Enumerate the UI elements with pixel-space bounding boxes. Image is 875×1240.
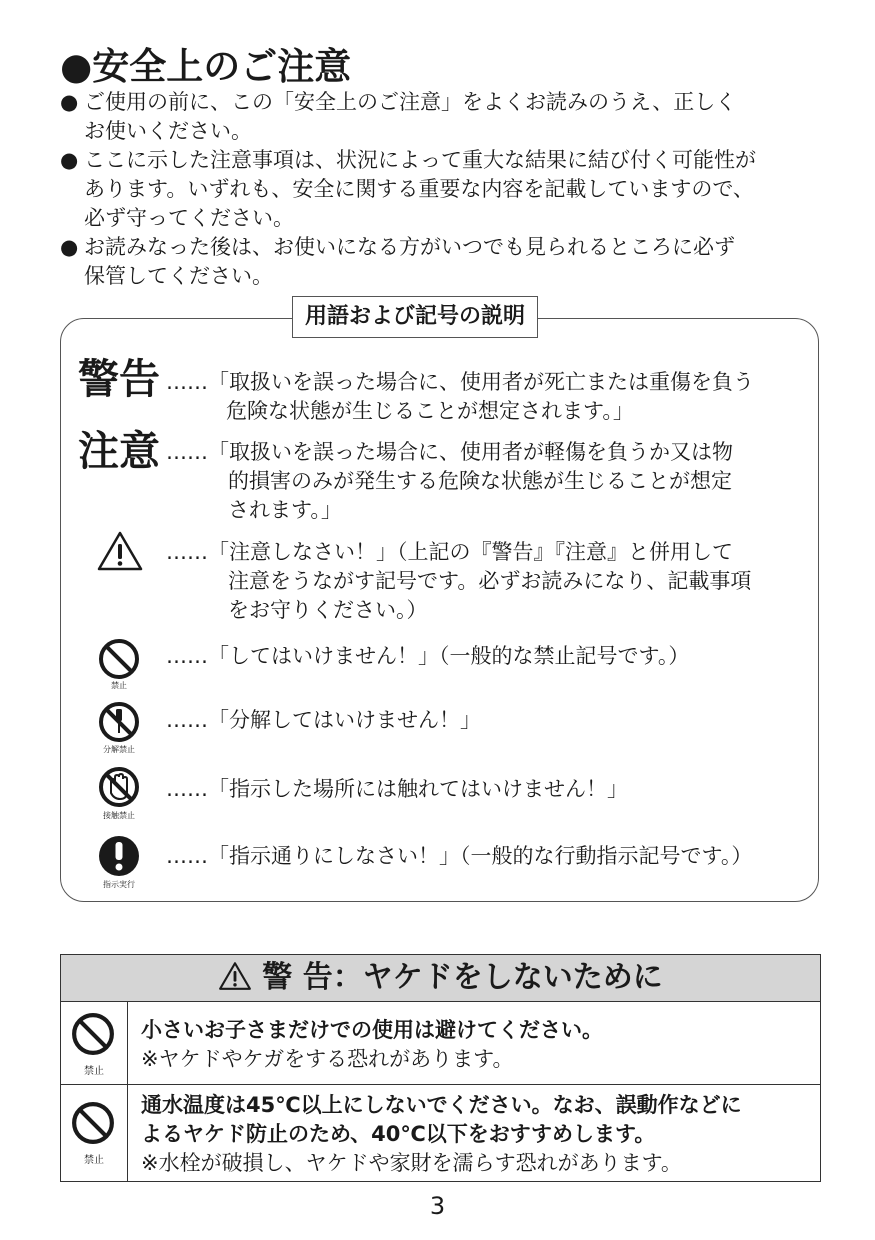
warning-row-text	[141, 1091, 742, 1178]
desc-line: ……「取扱いを誤った場合に、使用者が死亡または重傷を負う	[166, 370, 754, 394]
instruction-caption: 指示実行	[103, 880, 135, 889]
desc-line: ……「注意しなさい！」（上記の『警告』『注意』と併用して	[166, 540, 733, 564]
intro-item	[60, 233, 840, 291]
caution-desc	[166, 438, 733, 525]
warning-bold-line: 小さいお子さまだけでの使用は避けてください。	[141, 1018, 603, 1042]
prohibit-caption: 禁止	[84, 1066, 104, 1077]
no-touch-icon	[98, 766, 140, 808]
no-touch-desc: ……「指示した場所には触れてはいけません！」	[166, 777, 628, 801]
prohibit-caption: 禁止	[111, 681, 127, 690]
warning-bold-line: よるヤケド防止のため、40℃以下をおすすめします。	[141, 1122, 656, 1146]
icon-cell	[61, 1085, 128, 1181]
desc-line: 的損害のみが発生する危険な状態が生じることが想定	[228, 469, 732, 493]
warning-row-text	[141, 1016, 603, 1074]
intro-line: 必ず守ってください。	[84, 206, 294, 230]
desc-line: をお守りください。）	[228, 598, 428, 622]
prohibit-icon	[71, 1101, 115, 1145]
warning-term: 警告	[78, 355, 160, 403]
desc-line: 注意をうながす記号です。必ずお読みになり、記載事項	[228, 569, 752, 593]
instruction-desc: ……「指示通りにしなさい！」（一般的な行動指示記号です。）	[166, 844, 753, 868]
warning-box-heading: 警 告：ヤケドをしないために	[262, 960, 663, 995]
no-touch-caption: 接触禁止	[103, 811, 135, 820]
warning-desc	[166, 368, 754, 426]
warning-note: ※ヤケドやケガをする恐れがあります。	[141, 1047, 514, 1071]
intro-line: 保管してください。	[84, 264, 273, 288]
instruction-icon	[98, 835, 140, 877]
icon-cell	[61, 1002, 128, 1084]
warning-triangle-icon	[218, 961, 252, 991]
warning-bold-line: 通水温度は45℃以上にしないでください。なお、誤動作などに	[141, 1093, 742, 1117]
desc-line: されます。」	[228, 498, 342, 522]
intro-line: お使いください。	[84, 119, 252, 143]
attention-desc	[166, 538, 751, 625]
warning-box	[60, 954, 821, 1182]
desc-line: 危険な状態が生じることが想定されます。」	[226, 399, 634, 423]
caution-term: 注意	[78, 427, 160, 475]
bullet: ●	[60, 90, 79, 114]
intro-line: あります。いずれも、安全に関する重要な内容を記載していますので、	[84, 177, 754, 201]
prohibit-desc: ……「してはいけません！」（一般的な禁止記号です。）	[166, 644, 690, 668]
intro-line: ここに示した注意事項は、状況によって重大な結果に結び付く可能性が	[84, 148, 756, 172]
prohibit-caption: 禁止	[84, 1155, 104, 1166]
bullet: ●	[60, 235, 79, 259]
no-disassemble-caption: 分解禁止	[103, 745, 135, 754]
intro-line: ご使用の前に、この「安全上のご注意」をよくお読みのうえ、正しく	[84, 90, 737, 114]
warning-triangle-icon	[96, 530, 144, 572]
prohibit-icon	[71, 1012, 115, 1056]
page-number: 3	[429, 1192, 446, 1220]
warning-row	[61, 1002, 820, 1085]
page-title: ●安全上のご注意	[60, 45, 352, 88]
definitions-label: 用語および記号の説明	[292, 296, 538, 338]
warning-box-header	[61, 955, 820, 1002]
no-disassemble-desc: ……「分解してはいけません！」	[166, 708, 481, 732]
warning-note: ※水栓が破損し、ヤケドや家財を濡らす恐れがあります。	[141, 1151, 682, 1175]
intro-item	[60, 88, 840, 146]
desc-line: ……「取扱いを誤った場合に、使用者が軽傷を負うか又は物	[166, 440, 733, 464]
bullet: ●	[60, 148, 79, 172]
no-disassemble-icon	[98, 701, 140, 743]
intro-list	[60, 88, 840, 291]
intro-line: お読みなった後は、お使いになる方がいつでも見られるところに必ず	[84, 235, 735, 259]
prohibit-icon	[98, 638, 140, 680]
intro-item	[60, 146, 840, 233]
warning-row	[61, 1085, 820, 1181]
